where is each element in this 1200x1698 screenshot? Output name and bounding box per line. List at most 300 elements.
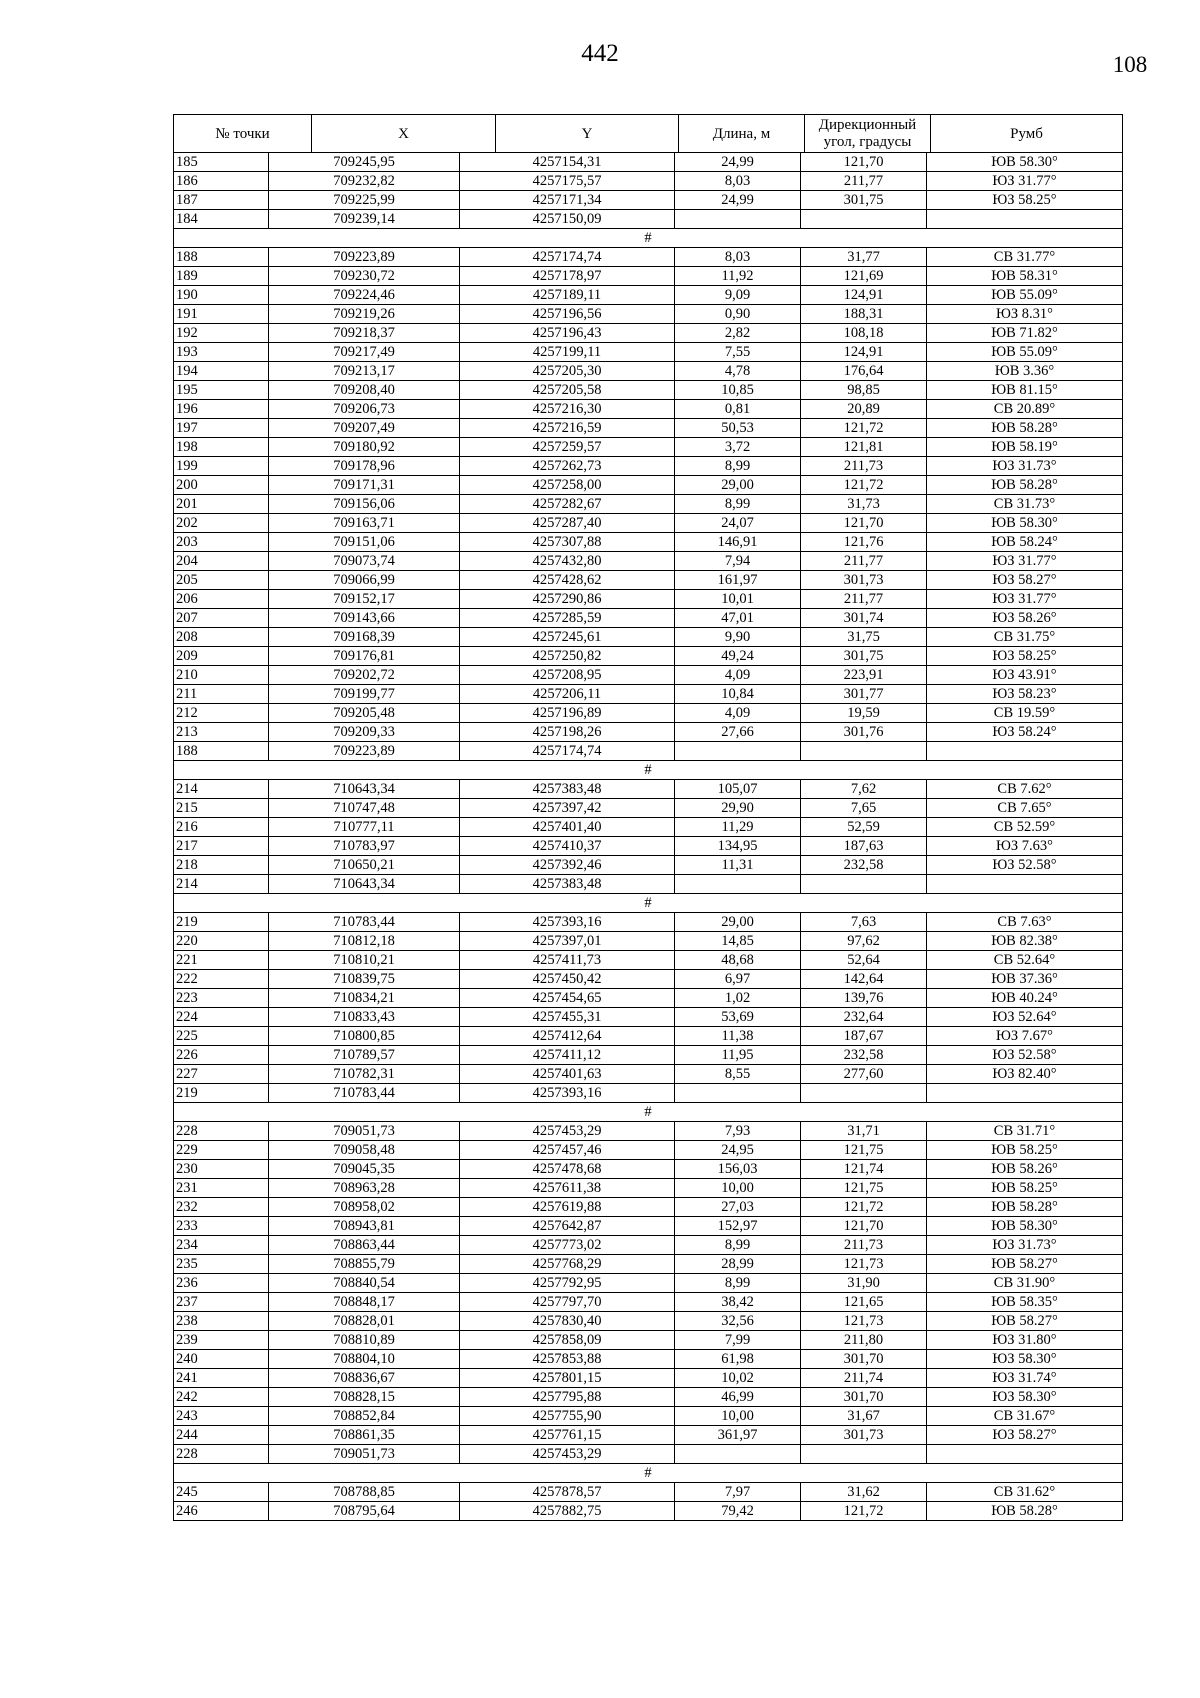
- y-coord-cell: 4257401,63: [460, 1065, 675, 1084]
- point-number-cell: 218: [174, 856, 269, 875]
- point-number-cell: 234: [174, 1236, 269, 1255]
- length-cell: 7,94: [675, 552, 801, 571]
- table-row: [174, 1350, 1123, 1369]
- point-number-cell: 193: [174, 343, 269, 362]
- angle-cell: 211,80: [801, 1331, 927, 1350]
- rhumb-cell: СВ 31.77°: [927, 248, 1123, 267]
- contour-separator-row: [174, 229, 1123, 248]
- angle-cell: 211,77: [801, 172, 927, 191]
- header-point-number: № точки: [174, 115, 312, 154]
- y-coord-cell: 4257455,31: [460, 1008, 675, 1027]
- contour-separator-row: [174, 894, 1123, 913]
- angle-cell: 31,71: [801, 1122, 927, 1141]
- table-row: [174, 286, 1123, 305]
- angle-cell: 223,91: [801, 666, 927, 685]
- x-coord-cell: 709152,17: [269, 590, 460, 609]
- y-coord-cell: 4257768,29: [460, 1255, 675, 1274]
- x-coord-cell: 710834,21: [269, 989, 460, 1008]
- angle-cell: 7,63: [801, 913, 927, 932]
- length-cell: 1,02: [675, 989, 801, 1008]
- x-coord-cell: 708848,17: [269, 1293, 460, 1312]
- table-row: [174, 381, 1123, 400]
- angle-cell: [801, 1084, 927, 1103]
- x-coord-cell: 710783,44: [269, 1084, 460, 1103]
- y-coord-cell: 4257196,43: [460, 324, 675, 343]
- coordinates-table: [173, 152, 1123, 1521]
- angle-cell: 20,89: [801, 400, 927, 419]
- rhumb-cell: [927, 875, 1123, 894]
- x-coord-cell: 708795,64: [269, 1502, 460, 1521]
- x-coord-cell: 710839,75: [269, 970, 460, 989]
- x-coord-cell: 709225,99: [269, 191, 460, 210]
- x-coord-cell: 709213,17: [269, 362, 460, 381]
- y-coord-cell: 4257199,11: [460, 343, 675, 362]
- angle-cell: 301,76: [801, 723, 927, 742]
- table-row: [174, 495, 1123, 514]
- separator-cell: #: [174, 894, 1123, 913]
- angle-cell: 124,91: [801, 286, 927, 305]
- rhumb-cell: ЮВ 82.38°: [927, 932, 1123, 951]
- angle-cell: 124,91: [801, 343, 927, 362]
- point-number-cell: 205: [174, 571, 269, 590]
- length-cell: 29,00: [675, 476, 801, 495]
- angle-cell: 301,74: [801, 609, 927, 628]
- y-coord-cell: 4257174,74: [460, 248, 675, 267]
- angle-cell: 301,70: [801, 1388, 927, 1407]
- x-coord-cell: 710812,18: [269, 932, 460, 951]
- table-row: [174, 742, 1123, 761]
- y-coord-cell: 4257478,68: [460, 1160, 675, 1179]
- x-coord-cell: 709176,81: [269, 647, 460, 666]
- angle-cell: [801, 875, 927, 894]
- x-coord-cell: 709202,72: [269, 666, 460, 685]
- table-row: [174, 514, 1123, 533]
- x-coord-cell: 709051,73: [269, 1445, 460, 1464]
- angle-cell: 232,58: [801, 1046, 927, 1065]
- point-number-cell: 233: [174, 1217, 269, 1236]
- y-coord-cell: 4257250,82: [460, 647, 675, 666]
- table-row: [174, 362, 1123, 381]
- rhumb-cell: [927, 1445, 1123, 1464]
- contour-separator-row: [174, 1103, 1123, 1122]
- angle-cell: 121,74: [801, 1160, 927, 1179]
- y-coord-cell: 4257882,75: [460, 1502, 675, 1521]
- length-cell: 24,07: [675, 514, 801, 533]
- table-row: [174, 1198, 1123, 1217]
- x-coord-cell: 709151,06: [269, 533, 460, 552]
- rhumb-cell: ЮВ 3.36°: [927, 362, 1123, 381]
- y-coord-cell: 4257797,70: [460, 1293, 675, 1312]
- rhumb-cell: ЮЗ 31.80°: [927, 1331, 1123, 1350]
- angle-cell: 97,62: [801, 932, 927, 951]
- table-row: [174, 267, 1123, 286]
- y-coord-cell: 4257453,29: [460, 1122, 675, 1141]
- point-number-cell: 231: [174, 1179, 269, 1198]
- length-cell: 156,03: [675, 1160, 801, 1179]
- table-row: [174, 172, 1123, 191]
- y-coord-cell: 4257245,61: [460, 628, 675, 647]
- rhumb-cell: ЮВ 58.24°: [927, 533, 1123, 552]
- length-cell: 46,99: [675, 1388, 801, 1407]
- table-row: [174, 1046, 1123, 1065]
- length-cell: 11,92: [675, 267, 801, 286]
- rhumb-cell: СВ 20.89°: [927, 400, 1123, 419]
- length-cell: 29,90: [675, 799, 801, 818]
- y-coord-cell: 4257259,57: [460, 438, 675, 457]
- angle-cell: 211,73: [801, 457, 927, 476]
- rhumb-cell: ЮВ 58.27°: [927, 1255, 1123, 1274]
- rhumb-cell: ЮЗ 31.77°: [927, 172, 1123, 191]
- angle-cell: 211,73: [801, 1236, 927, 1255]
- x-coord-cell: 709218,37: [269, 324, 460, 343]
- point-number-cell: 236: [174, 1274, 269, 1293]
- y-coord-cell: 4257761,15: [460, 1426, 675, 1445]
- point-number-cell: 241: [174, 1369, 269, 1388]
- table-row: [174, 932, 1123, 951]
- angle-cell: 301,75: [801, 647, 927, 666]
- rhumb-cell: СВ 52.64°: [927, 951, 1123, 970]
- table-row: [174, 1065, 1123, 1084]
- length-cell: 11,38: [675, 1027, 801, 1046]
- rhumb-cell: СВ 52.59°: [927, 818, 1123, 837]
- rhumb-cell: ЮВ 58.31°: [927, 267, 1123, 286]
- y-coord-cell: 4257411,12: [460, 1046, 675, 1065]
- angle-cell: 121,70: [801, 153, 927, 172]
- table-row: [174, 1369, 1123, 1388]
- x-coord-cell: 708861,35: [269, 1426, 460, 1445]
- angle-cell: 31,62: [801, 1483, 927, 1502]
- length-cell: 3,72: [675, 438, 801, 457]
- angle-cell: 187,67: [801, 1027, 927, 1046]
- angle-cell: 19,59: [801, 704, 927, 723]
- x-coord-cell: 708836,67: [269, 1369, 460, 1388]
- table-row: [174, 571, 1123, 590]
- length-cell: [675, 742, 801, 761]
- rhumb-cell: ЮЗ 31.74°: [927, 1369, 1123, 1388]
- x-coord-cell: 709208,40: [269, 381, 460, 400]
- table-row: [174, 780, 1123, 799]
- point-number-cell: 208: [174, 628, 269, 647]
- angle-cell: 211,77: [801, 590, 927, 609]
- angle-cell: 121,69: [801, 267, 927, 286]
- angle-cell: 301,75: [801, 191, 927, 210]
- x-coord-cell: 708863,44: [269, 1236, 460, 1255]
- rhumb-cell: СВ 31.67°: [927, 1407, 1123, 1426]
- angle-cell: 121,72: [801, 1198, 927, 1217]
- y-coord-cell: 4257196,56: [460, 305, 675, 324]
- angle-cell: 31,75: [801, 628, 927, 647]
- length-cell: 4,09: [675, 704, 801, 723]
- point-number-cell: 194: [174, 362, 269, 381]
- rhumb-cell: СВ 19.59°: [927, 704, 1123, 723]
- rhumb-cell: ЮЗ 8.31°: [927, 305, 1123, 324]
- point-number-cell: 207: [174, 609, 269, 628]
- rhumb-cell: ЮЗ 52.58°: [927, 856, 1123, 875]
- y-coord-cell: 4257258,00: [460, 476, 675, 495]
- length-cell: 14,85: [675, 932, 801, 951]
- y-coord-cell: 4257401,40: [460, 818, 675, 837]
- length-cell: [675, 210, 801, 229]
- point-number-cell: 196: [174, 400, 269, 419]
- x-coord-cell: 710810,21: [269, 951, 460, 970]
- x-coord-cell: 709066,99: [269, 571, 460, 590]
- y-coord-cell: 4257383,48: [460, 780, 675, 799]
- point-number-cell: 188: [174, 742, 269, 761]
- table-row: [174, 305, 1123, 324]
- header-row: [174, 115, 1123, 154]
- length-cell: 7,93: [675, 1122, 801, 1141]
- rhumb-cell: ЮЗ 58.25°: [927, 191, 1123, 210]
- angle-cell: 301,70: [801, 1350, 927, 1369]
- length-cell: 48,68: [675, 951, 801, 970]
- rhumb-cell: ЮЗ 31.73°: [927, 1236, 1123, 1255]
- x-coord-cell: 709219,26: [269, 305, 460, 324]
- length-cell: 2,82: [675, 324, 801, 343]
- x-coord-cell: 709163,71: [269, 514, 460, 533]
- point-number-cell: 189: [174, 267, 269, 286]
- table-row: [174, 1217, 1123, 1236]
- point-number-cell: 227: [174, 1065, 269, 1084]
- table-row: [174, 1027, 1123, 1046]
- angle-cell: 121,70: [801, 1217, 927, 1236]
- y-coord-cell: 4257287,40: [460, 514, 675, 533]
- table-row: [174, 1445, 1123, 1464]
- table-row: [174, 1312, 1123, 1331]
- x-coord-cell: 710643,34: [269, 875, 460, 894]
- rhumb-cell: ЮЗ 58.27°: [927, 571, 1123, 590]
- x-coord-cell: 709223,89: [269, 248, 460, 267]
- length-cell: 152,97: [675, 1217, 801, 1236]
- y-coord-cell: 4257208,95: [460, 666, 675, 685]
- y-coord-cell: 4257307,88: [460, 533, 675, 552]
- y-coord-cell: 4257432,80: [460, 552, 675, 571]
- length-cell: 134,95: [675, 837, 801, 856]
- table-row: [174, 875, 1123, 894]
- angle-cell: 121,76: [801, 533, 927, 552]
- rhumb-cell: ЮЗ 58.26°: [927, 609, 1123, 628]
- point-number-cell: 219: [174, 1084, 269, 1103]
- angle-cell: 211,77: [801, 552, 927, 571]
- length-cell: 0,90: [675, 305, 801, 324]
- rhumb-cell: ЮЗ 58.23°: [927, 685, 1123, 704]
- x-coord-cell: 708855,79: [269, 1255, 460, 1274]
- table-row: [174, 970, 1123, 989]
- x-coord-cell: 708840,54: [269, 1274, 460, 1293]
- length-cell: [675, 1084, 801, 1103]
- page-number-right: 108: [1112, 52, 1148, 77]
- rhumb-cell: ЮЗ 31.77°: [927, 590, 1123, 609]
- x-coord-cell: 710833,43: [269, 1008, 460, 1027]
- point-number-cell: 209: [174, 647, 269, 666]
- point-number-cell: 230: [174, 1160, 269, 1179]
- y-coord-cell: 4257285,59: [460, 609, 675, 628]
- x-coord-cell: 710789,57: [269, 1046, 460, 1065]
- rhumb-cell: ЮЗ 7.63°: [927, 837, 1123, 856]
- y-coord-cell: 4257206,11: [460, 685, 675, 704]
- table-row: [174, 1255, 1123, 1274]
- x-coord-cell: 709245,95: [269, 153, 460, 172]
- length-cell: 49,24: [675, 647, 801, 666]
- length-cell: 24,99: [675, 191, 801, 210]
- angle-cell: 301,73: [801, 1426, 927, 1445]
- length-cell: 8,99: [675, 457, 801, 476]
- rhumb-cell: ЮЗ 52.64°: [927, 1008, 1123, 1027]
- point-number-cell: 220: [174, 932, 269, 951]
- length-cell: [675, 1445, 801, 1464]
- table-row: [174, 457, 1123, 476]
- y-coord-cell: 4257773,02: [460, 1236, 675, 1255]
- length-cell: 8,99: [675, 1236, 801, 1255]
- rhumb-cell: ЮЗ 58.25°: [927, 647, 1123, 666]
- y-coord-cell: 4257397,42: [460, 799, 675, 818]
- x-coord-cell: 710643,34: [269, 780, 460, 799]
- angle-cell: 52,64: [801, 951, 927, 970]
- separator-cell: #: [174, 1103, 1123, 1122]
- table-row: [174, 647, 1123, 666]
- x-coord-cell: 709051,73: [269, 1122, 460, 1141]
- point-number-cell: 213: [174, 723, 269, 742]
- point-number-cell: 214: [174, 780, 269, 799]
- y-coord-cell: 4257453,29: [460, 1445, 675, 1464]
- point-number-cell: 229: [174, 1141, 269, 1160]
- y-coord-cell: 4257198,26: [460, 723, 675, 742]
- length-cell: 10,01: [675, 590, 801, 609]
- y-coord-cell: 4257830,40: [460, 1312, 675, 1331]
- x-coord-cell: 709199,77: [269, 685, 460, 704]
- x-coord-cell: 708852,84: [269, 1407, 460, 1426]
- angle-cell: 98,85: [801, 381, 927, 400]
- rhumb-cell: ЮВ 40.24°: [927, 989, 1123, 1008]
- table-row: [174, 913, 1123, 932]
- length-cell: 105,07: [675, 780, 801, 799]
- angle-cell: 232,64: [801, 1008, 927, 1027]
- rhumb-cell: ЮЗ 58.30°: [927, 1388, 1123, 1407]
- rhumb-cell: ЮЗ 43.91°: [927, 666, 1123, 685]
- point-number-cell: 246: [174, 1502, 269, 1521]
- angle-cell: 277,60: [801, 1065, 927, 1084]
- length-cell: 4,78: [675, 362, 801, 381]
- angle-cell: 121,81: [801, 438, 927, 457]
- length-cell: 61,98: [675, 1350, 801, 1369]
- rhumb-cell: ЮВ 71.82°: [927, 324, 1123, 343]
- point-number-cell: 243: [174, 1407, 269, 1426]
- y-coord-cell: 4257290,86: [460, 590, 675, 609]
- table-row: [174, 343, 1123, 362]
- angle-cell: 121,75: [801, 1179, 927, 1198]
- point-number-cell: 202: [174, 514, 269, 533]
- rhumb-cell: [927, 742, 1123, 761]
- point-number-cell: 199: [174, 457, 269, 476]
- angle-cell: 176,64: [801, 362, 927, 381]
- angle-cell: 31,73: [801, 495, 927, 514]
- y-coord-cell: 4257216,30: [460, 400, 675, 419]
- table-row: [174, 685, 1123, 704]
- angle-cell: 108,18: [801, 324, 927, 343]
- y-coord-cell: 4257450,42: [460, 970, 675, 989]
- y-coord-cell: 4257282,67: [460, 495, 675, 514]
- table-row: [174, 1160, 1123, 1179]
- length-cell: 47,01: [675, 609, 801, 628]
- contour-separator-row: [174, 1464, 1123, 1483]
- length-cell: 24,95: [675, 1141, 801, 1160]
- x-coord-cell: 709058,48: [269, 1141, 460, 1160]
- table-row: [174, 837, 1123, 856]
- table-row: [174, 818, 1123, 837]
- page-number-center: 442: [581, 40, 619, 67]
- table-row: [174, 1141, 1123, 1160]
- angle-cell: [801, 210, 927, 229]
- rhumb-cell: ЮВ 58.26°: [927, 1160, 1123, 1179]
- rhumb-cell: ЮВ 55.09°: [927, 343, 1123, 362]
- table-row: [174, 1179, 1123, 1198]
- length-cell: 8,03: [675, 172, 801, 191]
- length-cell: 361,97: [675, 1426, 801, 1445]
- separator-cell: #: [174, 229, 1123, 248]
- rhumb-cell: СВ 31.71°: [927, 1122, 1123, 1141]
- angle-cell: 7,65: [801, 799, 927, 818]
- rhumb-cell: ЮЗ 58.27°: [927, 1426, 1123, 1445]
- y-coord-cell: 4257175,57: [460, 172, 675, 191]
- rhumb-cell: СВ 31.62°: [927, 1483, 1123, 1502]
- table-row: [174, 951, 1123, 970]
- y-coord-cell: 4257858,09: [460, 1331, 675, 1350]
- point-number-cell: 195: [174, 381, 269, 400]
- length-cell: 50,53: [675, 419, 801, 438]
- angle-cell: 139,76: [801, 989, 927, 1008]
- table-row: [174, 438, 1123, 457]
- rhumb-cell: ЮЗ 7.67°: [927, 1027, 1123, 1046]
- angle-cell: 301,73: [801, 571, 927, 590]
- point-number-cell: 191: [174, 305, 269, 324]
- table-row: [174, 1407, 1123, 1426]
- x-coord-cell: 710783,44: [269, 913, 460, 932]
- rhumb-cell: ЮЗ 31.73°: [927, 457, 1123, 476]
- table-row: [174, 1426, 1123, 1445]
- point-number-cell: 237: [174, 1293, 269, 1312]
- x-coord-cell: 709045,35: [269, 1160, 460, 1179]
- point-number-cell: 242: [174, 1388, 269, 1407]
- point-number-cell: 224: [174, 1008, 269, 1027]
- angle-cell: 121,72: [801, 419, 927, 438]
- header-rhumb: Румб: [931, 115, 1123, 154]
- length-cell: 11,31: [675, 856, 801, 875]
- point-number-cell: 235: [174, 1255, 269, 1274]
- coordinates-table-body: [174, 153, 1123, 1521]
- rhumb-cell: ЮВ 58.27°: [927, 1312, 1123, 1331]
- angle-cell: 7,62: [801, 780, 927, 799]
- x-coord-cell: 709230,72: [269, 267, 460, 286]
- rhumb-cell: ЮВ 58.30°: [927, 1217, 1123, 1236]
- angle-cell: 188,31: [801, 305, 927, 324]
- length-cell: 161,97: [675, 571, 801, 590]
- length-cell: 29,00: [675, 913, 801, 932]
- x-coord-cell: 708828,15: [269, 1388, 460, 1407]
- angle-cell: 232,58: [801, 856, 927, 875]
- table-row: [174, 153, 1123, 172]
- header-y: Y: [496, 115, 679, 154]
- angle-cell: 301,77: [801, 685, 927, 704]
- table-row: [174, 248, 1123, 267]
- table-row: [174, 856, 1123, 875]
- length-cell: 11,29: [675, 818, 801, 837]
- y-coord-cell: 4257216,59: [460, 419, 675, 438]
- y-coord-cell: 4257154,31: [460, 153, 675, 172]
- table-row: [174, 989, 1123, 1008]
- table-row: [174, 628, 1123, 647]
- y-coord-cell: 4257410,37: [460, 837, 675, 856]
- x-coord-cell: 708804,10: [269, 1350, 460, 1369]
- rhumb-cell: СВ 31.73°: [927, 495, 1123, 514]
